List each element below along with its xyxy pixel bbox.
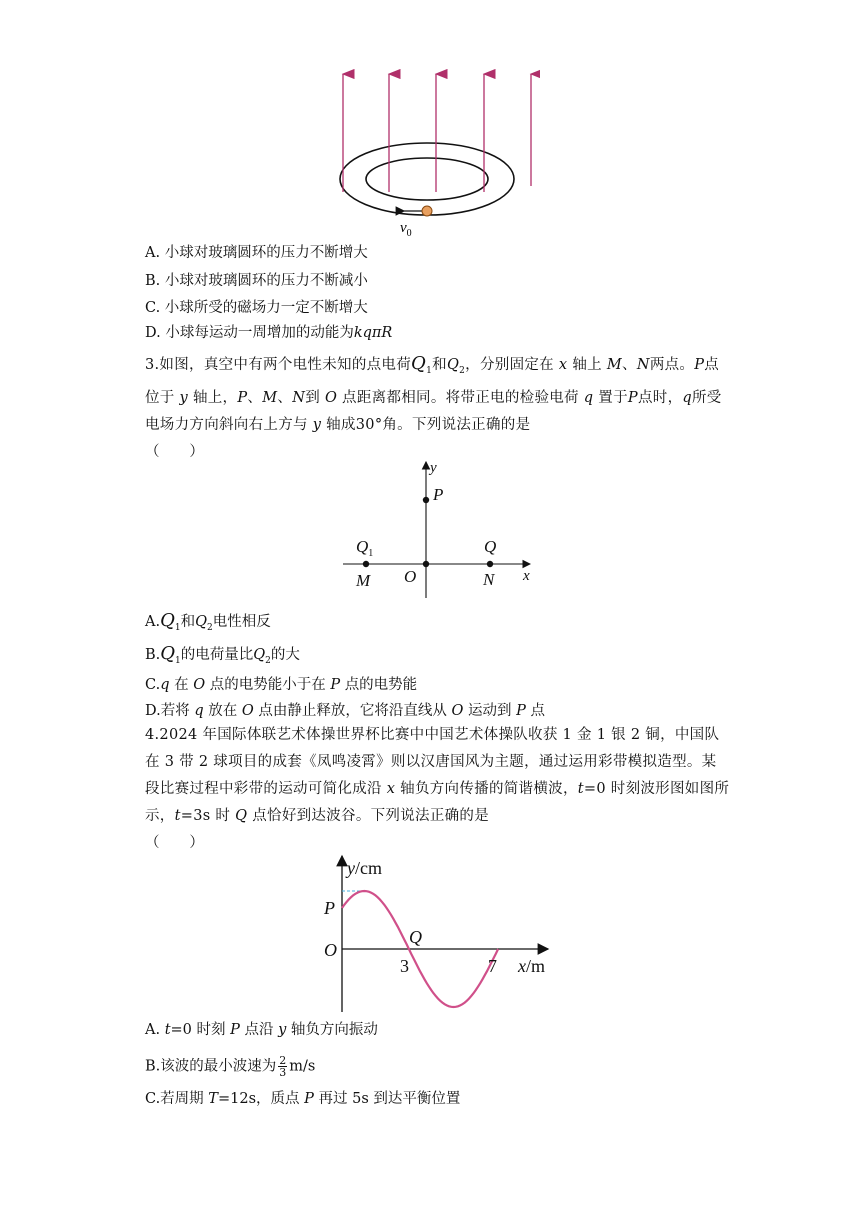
charges-axes-figure (338, 458, 538, 600)
point-n (487, 561, 493, 567)
v0-label: $v_0$ (400, 220, 412, 239)
p-label: P (433, 485, 444, 504)
ring-magnetic-field-figure (320, 62, 540, 242)
fraction: $\frac{2}{3}$ (279, 1054, 287, 1079)
m-label: M (356, 571, 371, 590)
o-label: O (404, 567, 417, 586)
q3-option-d: D.若将 q 放在 O 点由静止释放，它将沿直线从 O 运动到 P 点 (145, 703, 545, 719)
x-axis-label: x/m (518, 956, 546, 976)
point-p (423, 497, 429, 503)
q1-label: $Q_1$ (356, 537, 374, 559)
q3-option-b: $B.Q_1$的电荷量比$Q_2$的大 (145, 643, 300, 666)
q3-option-a: $A.Q_1$和$Q_2$电性相反 (145, 610, 271, 633)
q-label: Q (409, 927, 422, 947)
p-label: P (324, 898, 335, 918)
point-o (423, 561, 429, 567)
tick-7-label: 7 (488, 956, 497, 976)
field-lines (343, 74, 531, 192)
q2-option-b: B. 小球对玻璃圆环的压力不断减小 (145, 273, 368, 289)
tick-3-label: 3 (400, 956, 409, 976)
y-label: y (430, 460, 437, 476)
q-label: Q (484, 537, 497, 556)
q4-option-b: B.该波的最小波速为 $\frac{2}{3}$ m/s (145, 1054, 316, 1079)
q3-stem: 3.如图，真空中有两个电性未知的点电荷$Q_1$和$Q_2$，分别固定在 x 轴上 M、N两点。P点位于 y 轴上，P、M、N到 O 点距离都相同。将带正电的检验电荷 q 置于P点时，q所受电场力方向斜向右上方与 y 轴成30°角。下列说法正确的是 （ ） (145, 353, 722, 460)
q2-option-d: D. 小球每运动一周增加的动能为kqπR (145, 325, 393, 341)
y-axis-label: y/cm (347, 858, 382, 878)
q2-option-c: C. 小球所受的磁场力一定不断增大 (145, 300, 368, 316)
q4-option-c: C.若周期 T=12s，质点 P 再过 5s 到达平衡位置 (145, 1091, 461, 1107)
wave-graph-figure (318, 852, 558, 1016)
inner-ring (366, 158, 488, 200)
q3-option-c: C.q 在 O 点的电势能小于在 P 点的电势能 (145, 677, 418, 693)
small-ball (422, 206, 432, 216)
n-label: N (483, 570, 495, 589)
x-label: x (523, 568, 530, 584)
q4-option-a: A. t=0 时刻 P 点沿 y 轴负方向振动 (145, 1022, 378, 1038)
o-label: O (324, 940, 337, 960)
q4-stem: 4.2024 年国际体联艺术体操世界杯比赛中中国艺术体操队收获 1 金 1 银 2 铜，中国队在 3 带 2 球项目的成套《凤鸣凌霄》则以汉唐国风为主题，通过运用彩带模拟造型。某段比赛过程中彩带的运动可简化成沿 x 轴负方向传播的简谐横波，t=0 时刻波形图如图所示，t=3s 时 Q 点恰好到达波谷。下列说法正确的是 （ ） (145, 727, 730, 851)
point-m (363, 561, 369, 567)
q2-option-a: A. 小球对玻璃圆环的压力不断增大 (145, 245, 368, 261)
